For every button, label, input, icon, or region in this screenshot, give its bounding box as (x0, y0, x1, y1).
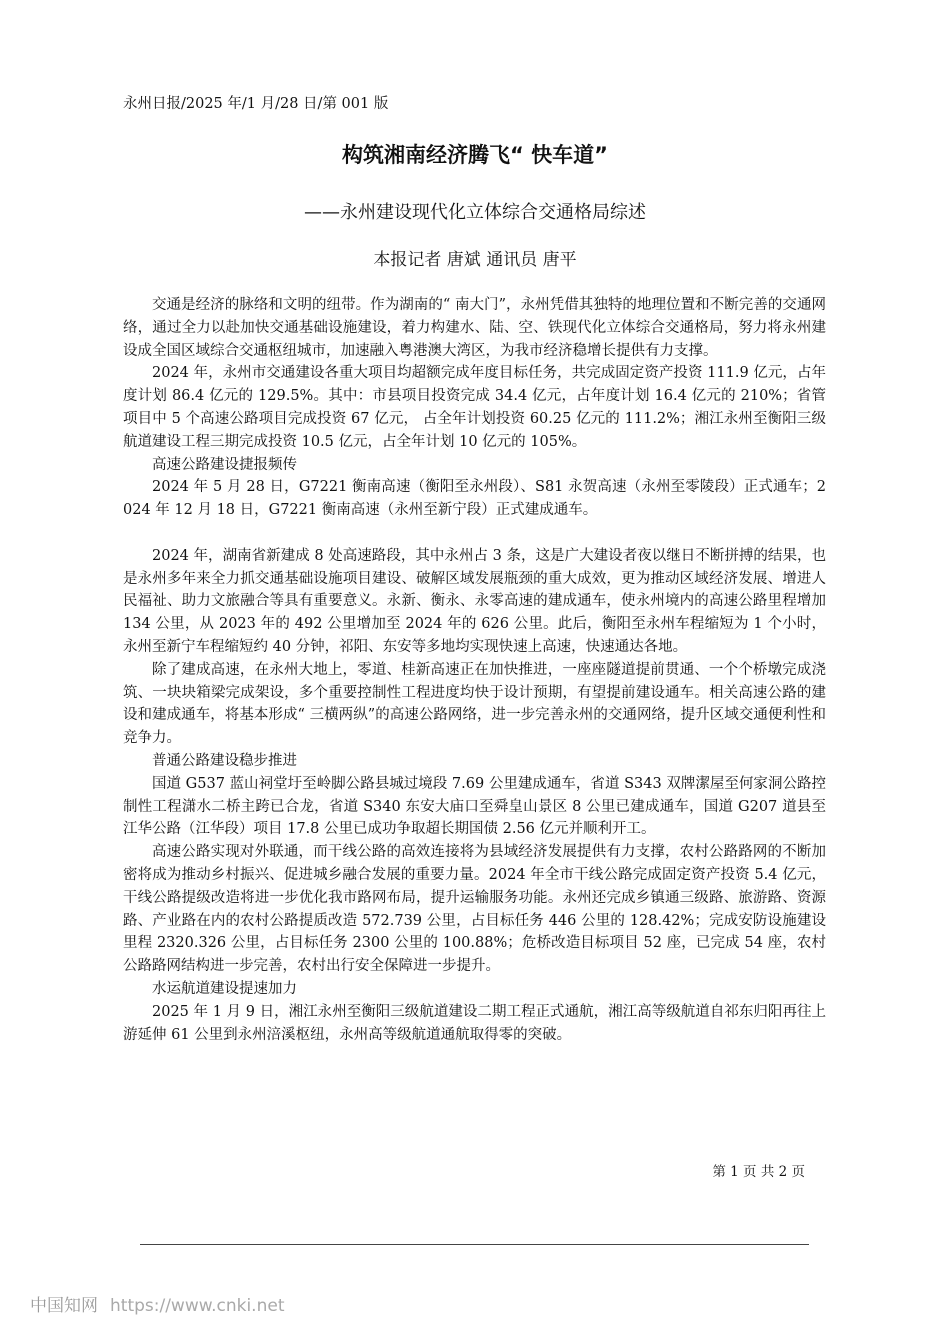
article-subtitle: ——永州建设现代化立体综合交通格局综述 (304, 202, 646, 223)
paragraph-rural-roads: 高速公路实现对外联通，而干线公路的高效连接将为县域经济发展提供有力支撑，农村公路路网的不断加密将成为推动乡村振兴、促进城乡融合发展的重要力量。2024 年全市干线公路完成固定资产投资 5.4 亿元，干线公路提级改造将进一步优化我市路网布局，提升运输服务功能。永州还完成乡镇通三级路、旅游路、资源路、产业路在内的农村公路提质改造 572.739 公里，占目标任务 446 公里的 128.42%；完成安防设施建设里程 2320.326 公里，占目标任务 2300 公里的 100.88%；危桥改造目标项目 52 座，已完成 54 座，农村公路路网结构进一步完善，农村出行安全保障进一步提升。 (123, 844, 826, 975)
paragraph-highway-projects: 国道 G537 蓝山祠堂圩至岭脚公路县城过境段 7.69 公里建成通车，省道 S343 双牌潔屋至何家洞公路控制性工程潇水二桥主跨已合龙，省道 S340 东安大庙口至舜皇山景区 8 公里已建成通车，国道 G207 道县至江华公路（江华段）项目 17.8 公里已成功争取超长期国债 2.56 亿元并顺利开工。 (123, 775, 826, 838)
cnki-watermark (30, 1294, 284, 1318)
article-byline: 本报记者 唐斌 通讯员 唐平 (373, 250, 577, 270)
paragraph-investment: 2024 年，永州市交通建设各重大项目均超额完成年度目标任务，共完成固定资产投资 111.9 亿元，占年度计划 86.4 亿元的 129.5%。其中：市县项目投资完成 34.4 亿元，占年度计划 16.4 亿元的 210%；省管项目中 5 个高速公路项目完成投资 67 亿元， 占全年计划投资 60.25 亿元的 111.2%；湘江永州至衡阳三级航道建设工程三期完成投资 10.5 亿元，占全年计划 10 亿元的 105%。 (123, 365, 826, 450)
source-line: 永州日报/2025 年/1 月/28 日/第 001 版 (123, 96, 389, 112)
footer-divider (140, 1244, 809, 1245)
paragraph-expressway-opening: 2024 年 5 月 28 日，G7221 衡南高速（衡阳至永州段）、S81 永贺高速（永州至零陵段）正式通车；2024 年 12 月 18 日，G7221 衡南高速（永州至新宁段）正式建成通车。 (123, 479, 826, 519)
section-heading-waterway: 水运航道建设提速加力 (152, 980, 297, 997)
paragraph-waterway: 2025 年 1 月 9 日，湘江永州至衡阳三级航道建设二期工程正式通航，湘江高等级航道自祁东归阳再往上游延伸 61 公里到永州涪溪枢纽，永州高等级航道通航取得零的突破。 (123, 1003, 826, 1043)
section-heading-expressway: 高速公路建设捷报频传 (152, 456, 297, 473)
paragraph-spacer (123, 522, 826, 545)
page-number: 第 1 页 共 2 页 (712, 1164, 805, 1180)
article-body (123, 294, 826, 1046)
paragraph-expressway-results: 2024 年，湖南省新建成 8 处高速路段，其中永州占 3 条，这是广大建设者夜以继日不断拼搏的结果，也是永州多年来全力抓交通基础设施项目建设、破解区域发展瓶颈的重大成效，更为推动区域经济发展、增进人民福祉、助力文旅融合等具有重要意义。永新、衡永、永零高速的建成通车，使永州境内的高速公路里程增加 134 公里，从 2023 年的 492 公里增加至 2024 年的 626 公里。此后，衡阳至永州车程缩短为 1 个小时，永州至新宁车程缩短约 40 分钟，祁阳、东安等多地均实现快速上高速，快速通达各地。 (123, 547, 826, 655)
watermark-brand: 中国知网 (30, 1296, 98, 1316)
paragraph-expressway-progress: 除了建成高速，在永州大地上，零道、桂新高速正在加快推进，一座座隧道提前贯通、一个个桥墩完成浇筑、一块块箱梁完成架设，多个重要控制性工程进度均快于设计预期，有望提前建设通车。相关高速公路的建设和建成通车，将基本形成“ 三横两纵”的高速公路网络，进一步完善永州的交通网络，提升区域交通便利性和竞争力。 (123, 661, 826, 747)
paragraph-intro: 交通是经济的脉络和文明的纽带。作为湖南的“ 南大门”，永州凭借其独特的地理位置和不断完善的交通网络，通过全力以赴加快交通基础设施建设，着力构建水、陆、空、铁现代化立体综合交通格局，努力将永州建设成全国区域综合交通枢纽城市，加速融入粤港澳大湾区，为我市经济稳增长提供有力支撑。 (123, 297, 826, 359)
watermark-url: https://www.cnki.net (110, 1296, 285, 1316)
article-title: 构筑湘南经济腾飞“ 快车道” (342, 143, 608, 167)
section-heading-highway: 普通公路建设稳步推进 (152, 752, 297, 769)
